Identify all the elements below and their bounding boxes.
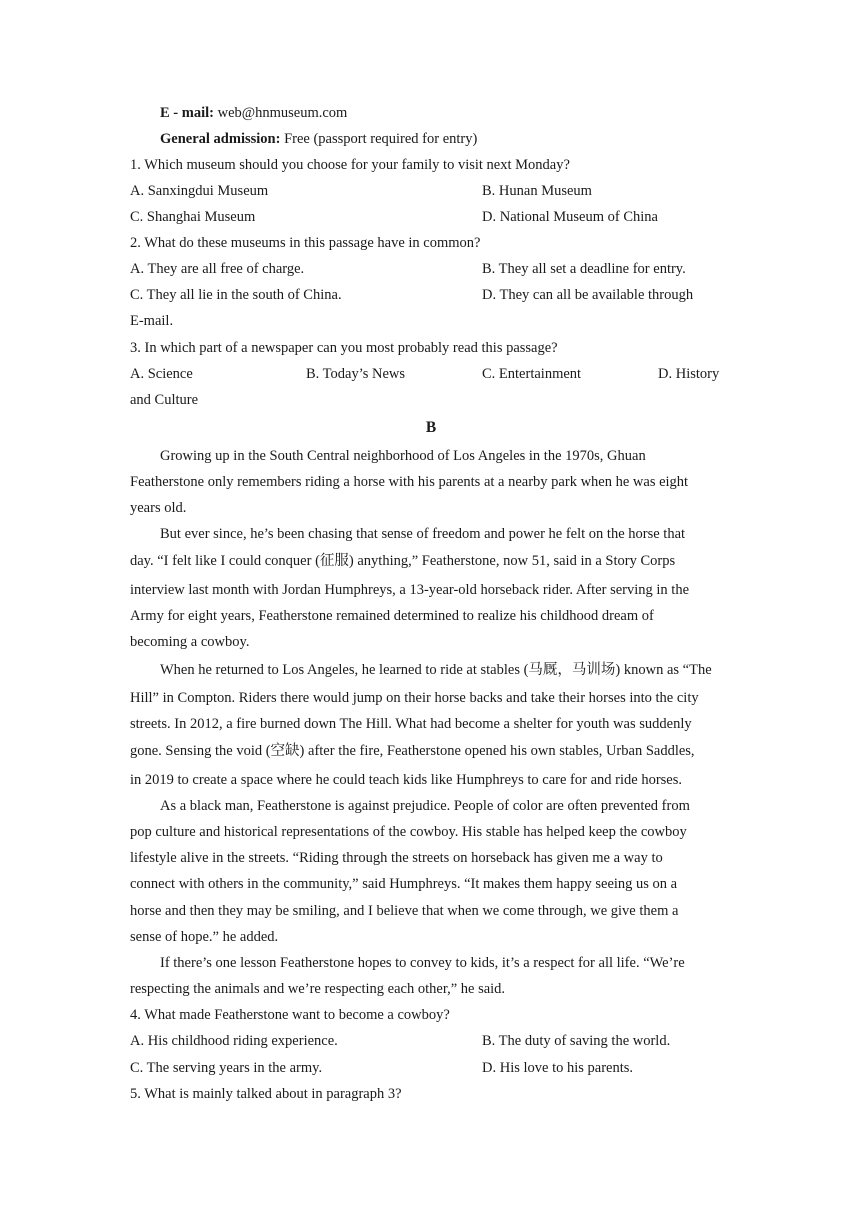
q2-option-d-continuation: E-mail. <box>130 313 174 329</box>
q3-option-d-continuation: and Culture <box>130 392 199 408</box>
question-5: 5. What is mainly talked about in paragraph 3? <box>130 1086 402 1102</box>
question-4: 4. What made Featherstone want to become a cowboy? <box>130 1007 450 1023</box>
passage-line: sense of hope.” he added. <box>130 929 279 945</box>
passage-line: gone. Sensing the void (空缺) after the fire, Featherstone opened his own stables, Urban Saddles, <box>130 743 695 759</box>
passage-line: day. “I felt like I could conquer (征服) anything,” Featherstone, now 51, said in a Story Corps <box>130 553 676 569</box>
email-label: E - mail: <box>160 105 214 121</box>
admission-value: Free (passport required for entry) <box>284 131 478 147</box>
passage-line: But ever since, he’s been chasing that sense of freedom and power he felt on the horse that <box>160 526 686 542</box>
passage-line: Featherstone only remembers riding a horse with his parents at a nearby park when he was eight <box>130 474 689 490</box>
q3-option-a: A. Science <box>130 366 193 382</box>
question-1: 1. Which museum should you choose for your family to visit next Monday? <box>130 157 570 173</box>
q1-option-b: B. Hunan Museum <box>482 183 592 199</box>
passage-line: If there’s one lesson Featherstone hopes to convey to kids, it’s a respect for all life. “We’re <box>160 955 685 971</box>
question-3: 3. In which part of a newspaper can you most probably read this passage? <box>130 340 558 356</box>
email-line <box>160 104 732 122</box>
passage-line: becoming a cowboy. <box>130 634 250 650</box>
passage-line: in 2019 to create a space where he could teach kids like Humphreys to care for and ride horses. <box>130 772 682 788</box>
passage-line: horse and then they may be smiling, and I believe that when we come through, we give them a <box>130 903 679 919</box>
passage-line: pop culture and historical representations of the cowboy. His stable has helped keep the cowboy <box>130 824 687 840</box>
q2-option-a: A. They are all free of charge. <box>130 261 305 277</box>
section-b-heading: B <box>425 419 437 436</box>
q4-option-b: B. The duty of saving the world. <box>482 1033 671 1049</box>
q1-option-c: C. Shanghai Museum <box>130 209 256 225</box>
q1-option-d: D. National Museum of China <box>482 209 658 225</box>
passage-line: years old. <box>130 500 187 516</box>
email-value: web@hnmuseum.com <box>217 105 348 121</box>
q2-option-b: B. They all set a deadline for entry. <box>482 261 686 277</box>
passage-line: Hill” in Compton. Riders there would jump on their horse backs and take their horses into the city <box>130 690 699 706</box>
passage-line: Army for eight years, Featherstone remained determined to realize his childhood dream of <box>130 608 654 624</box>
q2-option-d: D. They can all be available through <box>482 287 694 303</box>
q2-option-c: C. They all lie in the south of China. <box>130 287 342 303</box>
passage-line: interview last month with Jordan Humphreys, a 13-year-old horseback rider. After serving in the <box>130 582 690 598</box>
q3-option-b: B. Today’s News <box>306 366 406 382</box>
q4-option-c: C. The serving years in the army. <box>130 1060 323 1076</box>
passage-line: When he returned to Los Angeles, he learned to ride at stables (马厩，马训场) known as “The <box>160 662 712 678</box>
passage-line: respecting the animals and we’re respecting each other,” he said. <box>130 981 506 997</box>
admission-label: General admission: <box>160 131 281 147</box>
q4-option-a: A. His childhood riding experience. <box>130 1033 338 1049</box>
passage-line: connect with others in the community,” said Humphreys. “It makes them happy seeing us on a <box>130 876 678 892</box>
passage-line: streets. In 2012, a fire burned down The Hill. What had become a shelter for youth was suddenly <box>130 716 692 732</box>
question-2: 2. What do these museums in this passage have in common? <box>130 235 481 251</box>
passage-line: As a black man, Featherstone is against prejudice. People of color are often prevented from <box>160 798 690 814</box>
passage-line: Growing up in the South Central neighborhood of Los Angeles in the 1970s, Ghuan <box>160 448 646 464</box>
q1-option-a: A. Sanxingdui Museum <box>130 183 269 199</box>
q4-option-d: D. His love to his parents. <box>482 1060 634 1076</box>
admission-line <box>160 130 732 148</box>
q3-option-d: D. History <box>658 366 720 382</box>
passage-line: lifestyle alive in the streets. “Riding through the streets on horseback has given me a way to <box>130 850 663 866</box>
q3-option-c: C. Entertainment <box>482 366 582 382</box>
